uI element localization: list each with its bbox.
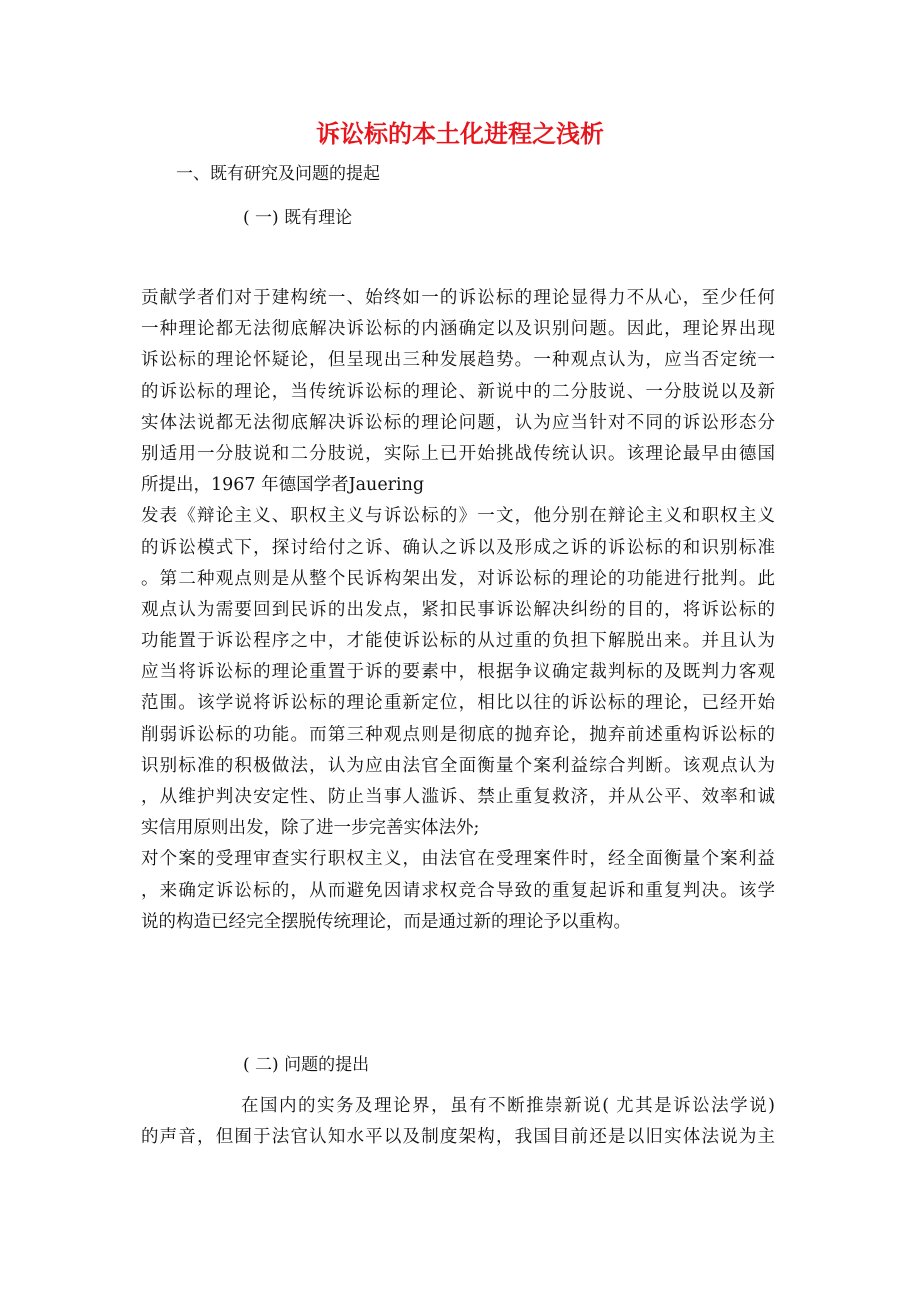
text-line: 识别标准的积极做法，认为应由法官全面衡量个案利益综合判断。该观点认为 xyxy=(141,755,775,776)
text-line: 对个案的受理审查实行职权主义，由法官在受理案件时，经全面衡量个案利益 xyxy=(141,849,775,870)
text-line: ，从维护判决安定性、防止当事人滥诉、禁止重复救济，并从公平、效率和诚 xyxy=(141,787,775,807)
text-line: 功能置于诉讼程序之中，才能使诉讼标的从过重的负担下解脱出来。并且认为 xyxy=(141,631,775,652)
text-line: 。第二种观点则是从整个民诉构架出发，对诉讼标的理论的功能进行批判。此 xyxy=(141,568,775,589)
document-title: 诉讼标的本土化进程之浅析 xyxy=(316,120,604,148)
text-line: 一种理论都无法彻底解决诉讼标的内涵确定以及识别问题。因此，理论界出现 xyxy=(141,319,775,340)
text-line: 的声音，但囿于法官认知水平以及制度架构，我国目前还是以旧实体法说为主 xyxy=(141,1127,775,1148)
text-line: 应当将诉讼标的理论重置于诉的要素中，根据争议确定裁判标的及既判力客观 xyxy=(141,662,775,683)
text-line: 观点认为需要回到民诉的出发点，紧扣民事诉讼解决纠纷的目的，将诉讼标的 xyxy=(141,599,775,620)
text-line: 发表《辩论主义、职权主义与诉讼标的》一文，他分别在辩论主义和职权主义 xyxy=(141,506,775,527)
text-line: 削弱诉讼标的功能。而第三种观点则是彻底的抛弃论，抛弃前述重构诉讼标的 xyxy=(141,724,775,745)
paragraph-problem-statement xyxy=(141,1091,775,1153)
section-heading-1: 一、既有研究及问题的提起 xyxy=(176,164,380,184)
text-line: 所提出，1967 年德国学者Jauering xyxy=(141,475,425,496)
text-line: 在国内的实务及理论界，虽有不断推崇新说( 尤其是诉讼法学说) xyxy=(241,1096,775,1116)
text-line: 诉讼标的理论怀疑论，但呈现出三种发展趋势。一种观点认为，应当否定统一 xyxy=(141,350,775,371)
subsection-heading-2: ( 二) 问题的提出 xyxy=(243,1055,370,1075)
text-line: 的诉讼模式下，探讨给付之诉、确认之诉以及形成之诉的诉讼标的和识别标准 xyxy=(141,537,775,558)
text-line: ，来确定诉讼标的，从而避免因请求权竞合导致的重复起诉和重复判决。该学 xyxy=(141,880,775,901)
text-line: 说的构造已经完全摆脱传统理论，而是通过新的理论予以重构。 xyxy=(141,911,631,932)
paragraph-existing-theories xyxy=(141,283,775,938)
text-line: 范围。该学说将诉讼标的理论重新定位，相比以往的诉讼标的理论，已经开始 xyxy=(141,693,775,714)
text-line: 实信用原则出发，除了进一步完善实体法外; xyxy=(141,818,480,839)
subsection-heading-1: ( 一) 既有理论 xyxy=(243,208,353,228)
text-line: 的诉讼标的理论，当传统诉讼标的理论、新说中的二分肢说、一分肢说以及新 xyxy=(141,381,775,402)
text-line: 别适用一分肢说和二分肢说，实际上已开始挑战传统认识。该理论最早由德国 xyxy=(141,443,775,464)
text-line: 实体法说都无法彻底解决诉讼标的理论问题，认为应当针对不同的诉讼形态分 xyxy=(141,412,775,433)
text-line: 贡献学者们对于建构统一、始终如一的诉讼标的理论显得力不从心，至少任何 xyxy=(141,288,775,308)
